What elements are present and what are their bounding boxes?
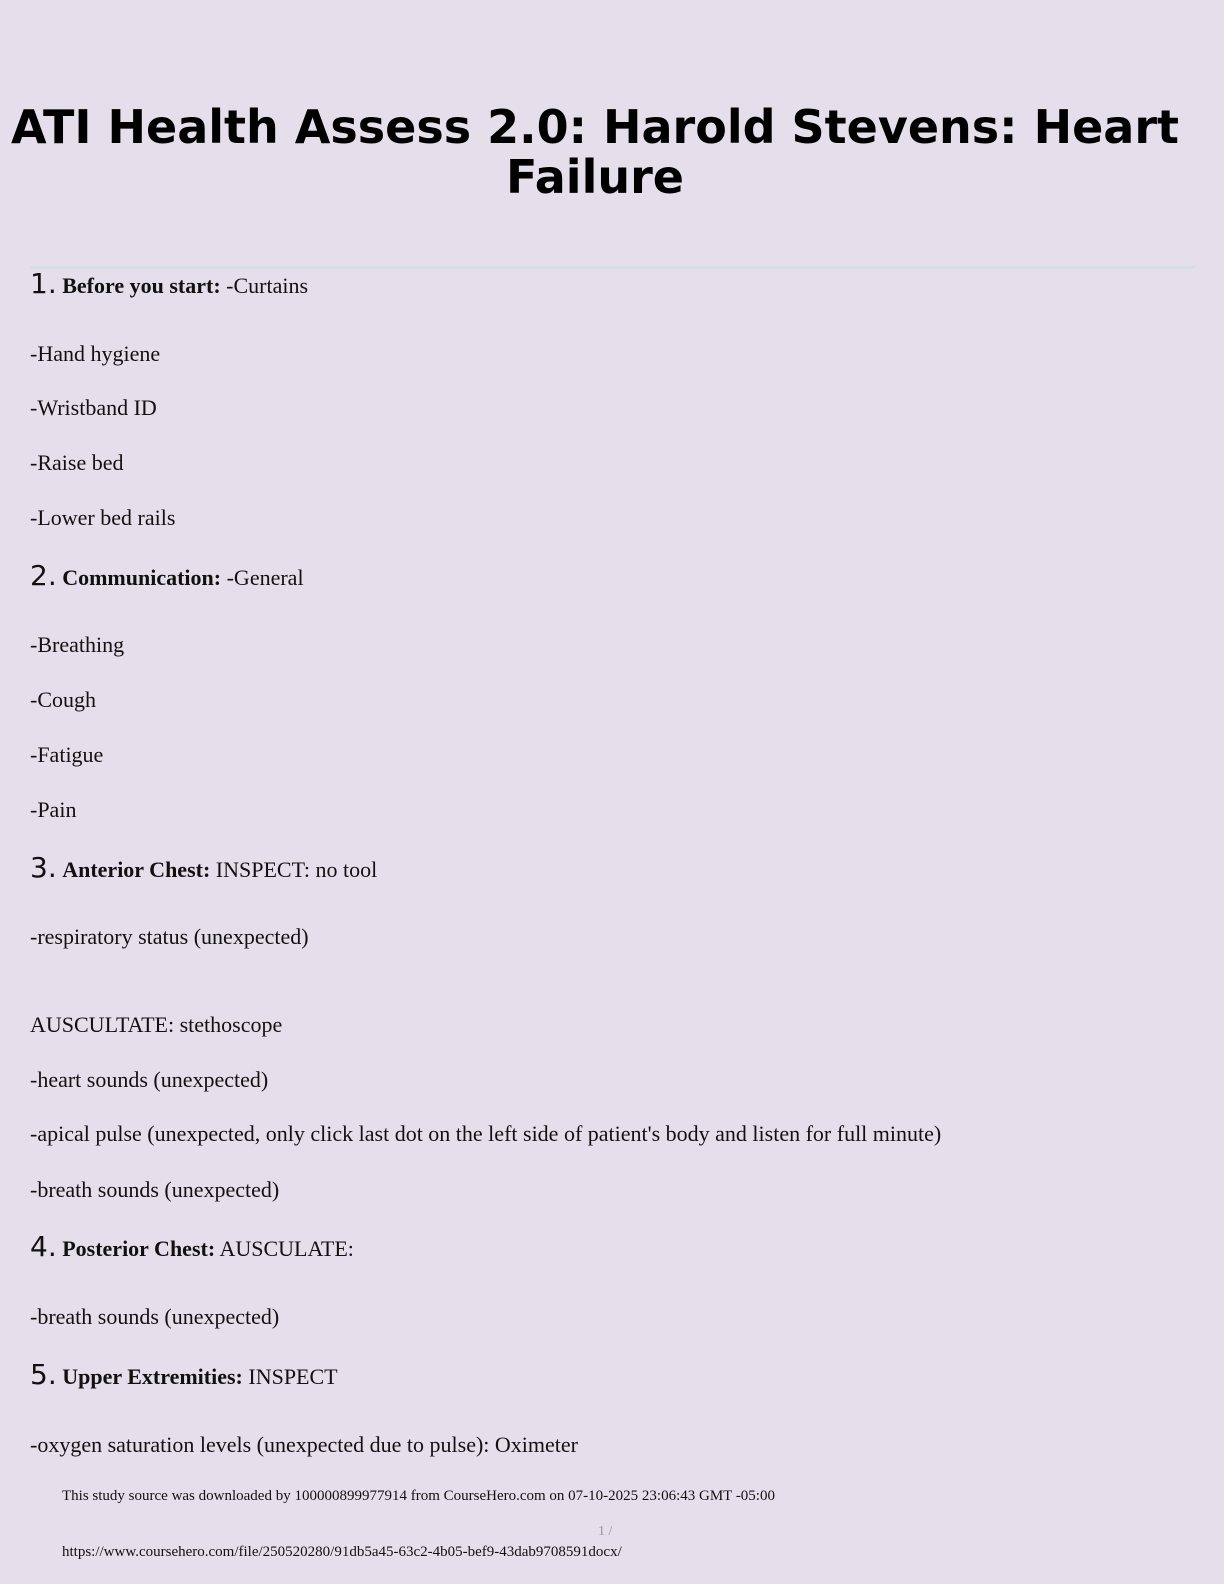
section-label: Communication: <box>62 565 222 590</box>
source-notice: This study source was downloaded by 100000899977914 from CourseHero.com on 07-10-2025 23:06:43 GMT -05:00 <box>62 1488 775 1504</box>
section-label: Upper Extremities: <box>62 1364 243 1389</box>
page-number: 1 / <box>598 1524 613 1539</box>
section-text: INSPECT: no tool <box>215 857 378 882</box>
list-item: AUSCULTATE: stethoscope <box>30 1012 283 1037</box>
section-number: 5. <box>30 1358 57 1391</box>
section-number: 2. <box>30 559 57 592</box>
section-text: INSPECT <box>248 1364 338 1389</box>
list-item: -respiratory status (unexpected) <box>30 924 309 949</box>
list-item: -Lower bed rails <box>30 505 176 530</box>
list-item: -Breathing <box>30 632 125 657</box>
list-item: -apical pulse (unexpected, only click last dot on the left side of patient's body and listen for full minute) <box>30 1121 942 1146</box>
section-number: 1. <box>30 267 57 300</box>
section-label: Anterior Chest: <box>62 857 211 882</box>
source-url-link[interactable]: https://www.coursehero.com/file/250520280/91db5a45-63c2-4b05-bef9-43dab9708591docx/ <box>62 1544 622 1560</box>
list-item: -breath sounds (unexpected) <box>30 1304 280 1329</box>
document-title: ATI Health Assess 2.0: Harold Stevens: Heart Failure <box>10 100 1179 204</box>
list-item: -Hand hygiene <box>30 341 161 366</box>
list-item: -Fatigue <box>30 742 104 767</box>
list-item: -Pain <box>30 797 77 822</box>
section-text: AUSCULATE: <box>219 1236 354 1261</box>
list-item: -heart sounds (unexpected) <box>30 1067 269 1092</box>
section-number: 4. <box>30 1230 57 1263</box>
list-item: -breath sounds (unexpected) <box>30 1177 280 1202</box>
section-heading-4 <box>30 1230 354 1263</box>
list-item: -Raise bed <box>30 450 124 475</box>
section-label: Posterior Chest: <box>62 1236 216 1261</box>
section-label: Before you start: <box>62 273 221 298</box>
section-text: -General <box>226 565 304 590</box>
title-divider <box>30 266 1195 269</box>
section-text: -Curtains <box>226 273 309 298</box>
list-item: -oxygen saturation levels (unexpected due to pulse): Oximeter <box>30 1432 578 1457</box>
section-heading-5 <box>30 1358 338 1391</box>
section-heading-2 <box>30 559 304 592</box>
section-number: 3. <box>30 851 57 884</box>
section-heading-1 <box>30 267 309 300</box>
section-heading-3 <box>30 851 378 884</box>
list-item: -Cough <box>30 687 96 712</box>
list-item: -Wristband ID <box>30 395 157 420</box>
